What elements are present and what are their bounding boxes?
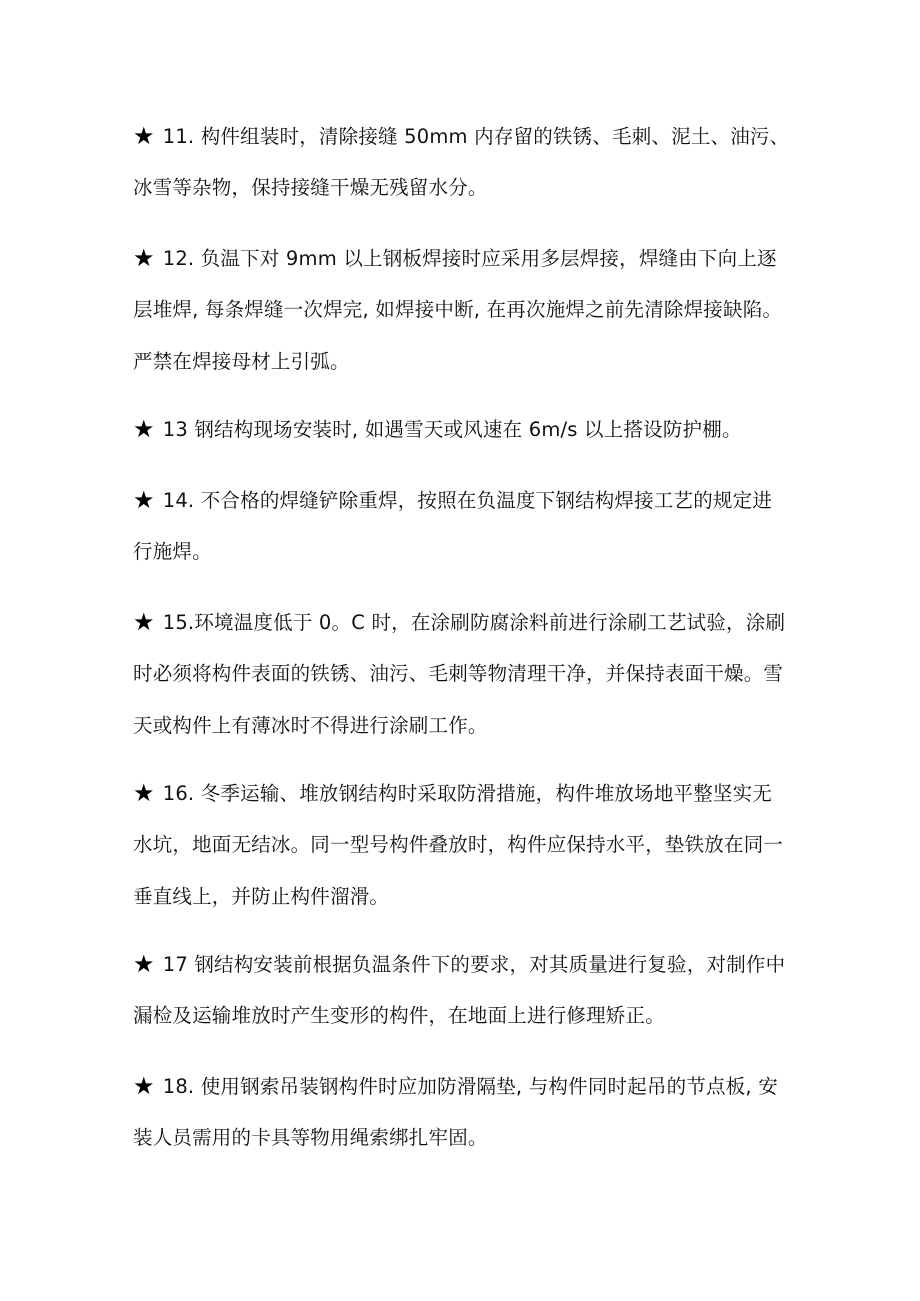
- star-icon: ★: [133, 608, 155, 636]
- item-12-text-line-1: 12. 负温下对 9mm 以上钢板焊接时应采用多层焊接，焊缝由下向上逐: [162, 247, 777, 270]
- item-16-text-line-2: 水坑，地面无结冰。同一型号构件叠放时，构件应保持水平，垫铁放在同一: [133, 833, 784, 856]
- item-16-text-line-1: 16. 冬季运输、堆放钢结构时采取防滑措施，构件堆放场地平整坚实无: [162, 782, 773, 805]
- list-item-11: [133, 110, 803, 214]
- item-17-text-line-2: 漏检及运输堆放时产生变形的构件，在地面上进行修理矫正。: [133, 1004, 665, 1027]
- star-icon: ★: [133, 779, 155, 807]
- item-12-text-line-3: 严禁在焊接母材上引弧。: [133, 350, 350, 373]
- list-item-13: [133, 403, 803, 455]
- item-12-text-line-2: 层堆焊, 每条焊缝一次焊完, 如焊接中断, 在再次施焊之前先清除焊接缺陷。: [133, 298, 783, 321]
- list-item-15: [133, 596, 803, 752]
- item-17-text-line-1: 17 钢结构安装前根据负温条件下的要求，对其质量进行复验，对制作中: [162, 953, 786, 976]
- star-icon: ★: [133, 415, 155, 443]
- item-15-text-line-2: 时必须将构件表面的铁锈、油污、毛刺等物清理干净，并保持表面干燥。雪: [133, 662, 784, 685]
- item-16-text-line-3: 垂直线上，并防止构件溜滑。: [133, 885, 390, 908]
- star-icon: ★: [133, 950, 155, 978]
- item-17-line-1: [133, 938, 803, 990]
- item-15-text-line-3: 天或构件上有薄冰时不得进行涂刷工作。: [133, 714, 488, 737]
- item-11-text-line-1: 11. 构件组装时，清除接缝 50mm 内存留的铁锈、毛刺、泥土、油污、: [162, 125, 790, 148]
- item-11-line-1: [133, 110, 803, 162]
- item-14-text-line-1: 14. 不合格的焊缝铲除重焊，按照在负温度下钢结构焊接工艺的规定进: [162, 489, 773, 512]
- item-14-line-1: [133, 474, 803, 526]
- item-13-text-line-1: 13 钢结构现场安装时, 如遇雪天或风速在 6m/s 以上搭设防护棚。: [162, 418, 742, 441]
- list-item-16: [133, 767, 803, 923]
- item-15-text-line-1: 15.环境温度低于 0。C 时，在涂刷防腐涂料前进行涂刷工艺试验，涂刷: [162, 611, 786, 634]
- item-18-text-line-1: 18. 使用钢索吊装钢构件时应加防滑隔垫, 与构件同时起吊的节点板, 安: [162, 1075, 778, 1098]
- star-icon: ★: [133, 486, 155, 514]
- star-icon: ★: [133, 1072, 155, 1100]
- item-13-line-1: [133, 403, 803, 455]
- item-14-text-line-2: 行施焊。: [133, 540, 212, 563]
- item-15-line-1: [133, 596, 803, 648]
- item-12-line-1: [133, 232, 803, 284]
- item-18-text-line-2: 装人员需用的卡具等物用绳索绑扎牢固。: [133, 1126, 488, 1149]
- star-icon: ★: [133, 122, 155, 150]
- list-item-17: [133, 938, 803, 1042]
- list-item-14: [133, 474, 803, 578]
- star-icon: ★: [133, 244, 155, 272]
- list-item-18: [133, 1060, 803, 1164]
- item-11-text-line-2: 冰雪等杂物，保持接缝干燥无残留水分。: [133, 176, 488, 199]
- list-item-12: [133, 232, 803, 388]
- item-16-line-1: [133, 767, 803, 819]
- item-18-line-1: [133, 1060, 803, 1112]
